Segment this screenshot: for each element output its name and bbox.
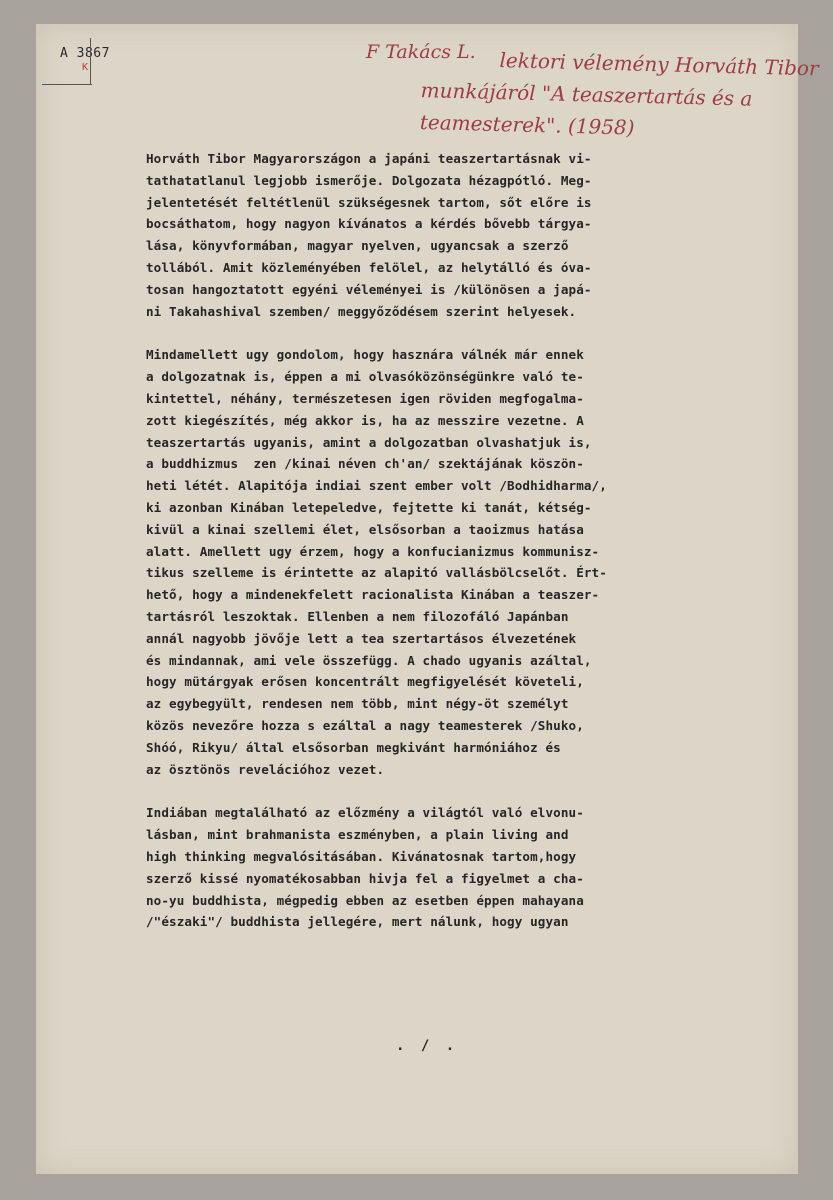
text-line: /"északi"/ buddhista jellegére, mert nálunk, hogy ugyan [146, 914, 569, 930]
page-number: . / . [396, 1038, 459, 1054]
text-line: zott kiegészítés, még akkor is, ha az messzire vezetne. A [146, 412, 584, 428]
paragraph [146, 148, 736, 322]
text-line: bocsáthatom, hogy nagyon kívánatos a kérdés bővebb tárgya- [146, 216, 592, 232]
text-line: lásban, mint brahmanista eszményben, a plain living and [146, 827, 569, 843]
text-line: jelentetését feltétlenül szükségesnek tartom, sőt előre is [146, 194, 592, 210]
text-line: szerző kissé nyomatékosabban hivja fel a figyelmet a cha- [146, 870, 584, 886]
typed-body [146, 148, 736, 955]
text-line: annál nagyobb jövője lett a tea szertartásos élvezetének [146, 630, 577, 646]
text-line: ki azonban Kinában letepeledve, fejtette ki tanát, kétség- [146, 499, 592, 515]
archive-stamp [60, 46, 114, 73]
text-line: Indiában megtalálható az előzmény a világtól való elvonu- [146, 805, 584, 821]
text-line: hető, hogy a mindenekfelett racionalista Kinában a teaszer- [146, 587, 600, 603]
handwritten-author: F Takács L. [366, 41, 476, 63]
handwritten-title-line: munkájáról "A teaszertartás és a [420, 77, 753, 111]
text-line: teaszertartás ugyanis, amint a dolgozatban olvashatjuk is, [146, 434, 592, 450]
text-line: a buddhizmus zen /kinai néven ch'an/ szektájának köszön- [146, 456, 584, 472]
text-line: a dolgozatnak is, éppen a mi olvasóközönségünkre való te- [146, 369, 584, 385]
text-line: Horváth Tibor Magyarországon a japáni teaszertartásnak vi- [146, 151, 592, 166]
text-line: high thinking megvalósitásában. Kivánatosnak tartom,hogy [146, 848, 577, 864]
paragraph [146, 802, 736, 933]
handwritten-title-line: lektori vélemény Horváth Tibor [499, 48, 819, 81]
text-line: no-yu buddhista, mégpedig ebben az esetben éppen mahayana [146, 892, 584, 908]
text-line: Shóó, Rikyu/ által elsősorban megkivánt harmóniához és [146, 739, 561, 755]
text-line: lása, könyvformában, magyar nyelven, ugyancsak a szerző [146, 238, 569, 254]
archive-mark: K [82, 62, 89, 73]
text-line: hogy mütárgyak erősen koncentrált megfigyelését követeli, [146, 674, 584, 690]
text-line: alatt. Amellett ugy érzem, hogy a konfucianizmus kommunisz- [146, 543, 600, 559]
text-line: és mindannak, ami vele összefügg. A chado ugyanis azáltal, [146, 652, 592, 668]
archive-underline [42, 84, 92, 85]
text-line: tathatatlanul legjobb ismerője. Dolgozata hézagpótló. Meg- [146, 172, 592, 188]
paragraph [146, 344, 736, 780]
text-line: Mindamellett ugy gondolom, hogy hasznára válnék már ennek [146, 347, 584, 363]
text-line: közös nevezőre hozza s ezáltal a nagy teamesterek /Shuko, [146, 717, 584, 733]
text-line: heti létét. Alapitója indiai szent ember volt /Bodhidharma/, [146, 478, 607, 494]
text-line: ni Takahashival szemben/ meggyőződésem szerint helyesek. [146, 303, 577, 319]
handwritten-title-line: teamesterek". (1958) [419, 109, 635, 140]
text-line: az egybegyült, rendesen nem több, mint négy-öt személyt [146, 696, 569, 712]
archive-code: A 3867 [60, 46, 110, 61]
text-line: az ösztönös revelációhoz vezet. [146, 761, 385, 777]
text-line: tosan hangoztatott egyéni véleményei is /különösen a japá- [146, 281, 592, 297]
text-line: kivül a kinai szellemi élet, elsősorban a taoizmus hatása [146, 521, 584, 537]
text-line: tikus szelleme is érintette az alapitó vallásbölcselőt. Ért- [146, 565, 607, 581]
text-line: kintettel, néhány, természetesen igen röviden megfogalma- [146, 390, 584, 406]
archive-box-divider [90, 38, 91, 84]
handwritten-title [419, 42, 819, 148]
text-line: tartásról leszoktak. Ellenben a nem filozofáló Japánban [146, 608, 569, 624]
text-line: tollából. Amit közleményében felölel, az helytálló és óva- [146, 259, 592, 275]
